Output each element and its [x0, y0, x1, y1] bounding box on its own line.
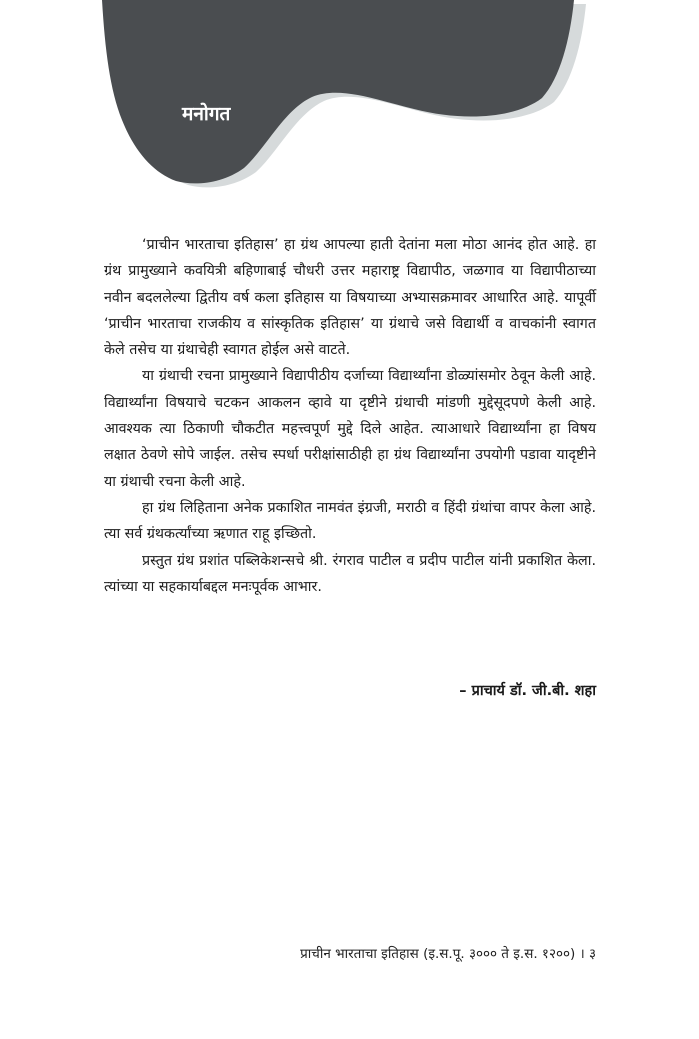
- paragraph-2: या ग्रंथाची रचना प्रामुख्याने विद्यापीठीय दर्जाच्या विद्यार्थ्यांना डोळ्यांसमोर ठेवून केली आहे. विद्यार्थ्यांना विषयाचे चटकन आकलन व्हावे या दृष्टीने ग्रंथाची मांडणी मुद्देसूदपणे केली आहे. आवश्यक त्या ठिकाणी चौकटीत महत्त्वपूर्ण मुद्दे दिले आहेत. त्याआधारे विद्यार्थ्यांना हा विषय लक्षात ठेवणे सोपे जाईल. तसेच स्पर्धा परीक्षांसाठीही हा ग्रंथ विद्यार्थ्यांना उपयोगी पडावा यादृष्टीने या ग्रंथाची रचना केली आहे.: [104, 368, 596, 490]
- author-signature: – प्राचार्य डॉ. जी.बी. शहा: [459, 683, 596, 699]
- page-title: मनोगत: [182, 103, 231, 125]
- paragraph-1: ‘प्राचीन भारताचा इतिहास’ हा ग्रंथ आपल्या हाती देतांना मला मोठा आनंद होत आहे. हा ग्रंथ प्रामुख्याने कवयित्री बहिणाबाई चौधरी उत्तर महाराष्ट्र विद्यापीठ, जळगाव या विद्यापीठाच्या नवीन बदललेल्या द्वितीय वर्ष कला इतिहास या विषयाच्या अभ्यासक्रमावर आधारित आहे. यापूर्वी ‘प्राचीन भारताचा राजकीय व सांस्कृतिक इतिहास’ या ग्रंथाचे जसे विद्यार्थी व वाचकांनी स्वागत केले तसेच या ग्रंथाचेही स्वागत होईल असे वाटते.: [104, 237, 596, 359]
- paragraph-4: प्रस्तुत ग्रंथ प्रशांत पब्लिकेशन्सचे श्री. रंगराव पाटील व प्रदीप पाटील यांनी प्रकाशित केला. त्यांच्या या सहकार्याबद्दल मनःपूर्वक आभार.: [104, 552, 596, 595]
- page-footer: प्राचीन भारताचा इतिहास (इ.स.पू. ३००० ते इ.स. १२००) । ३: [300, 946, 596, 962]
- paragraph-3: हा ग्रंथ लिहिताना अनेक प्रकाशित नामवंत इंग्रजी, मराठी व हिंदी ग्रंथांचा वापर केला आहे. त्या सर्व ग्रंथकर्त्यांच्या ऋणात राहू इच्छितो.: [104, 499, 596, 543]
- preface-body: [104, 232, 596, 600]
- header-banner-fill: [102, 0, 574, 183]
- header-banner-shape: [0, 0, 699, 200]
